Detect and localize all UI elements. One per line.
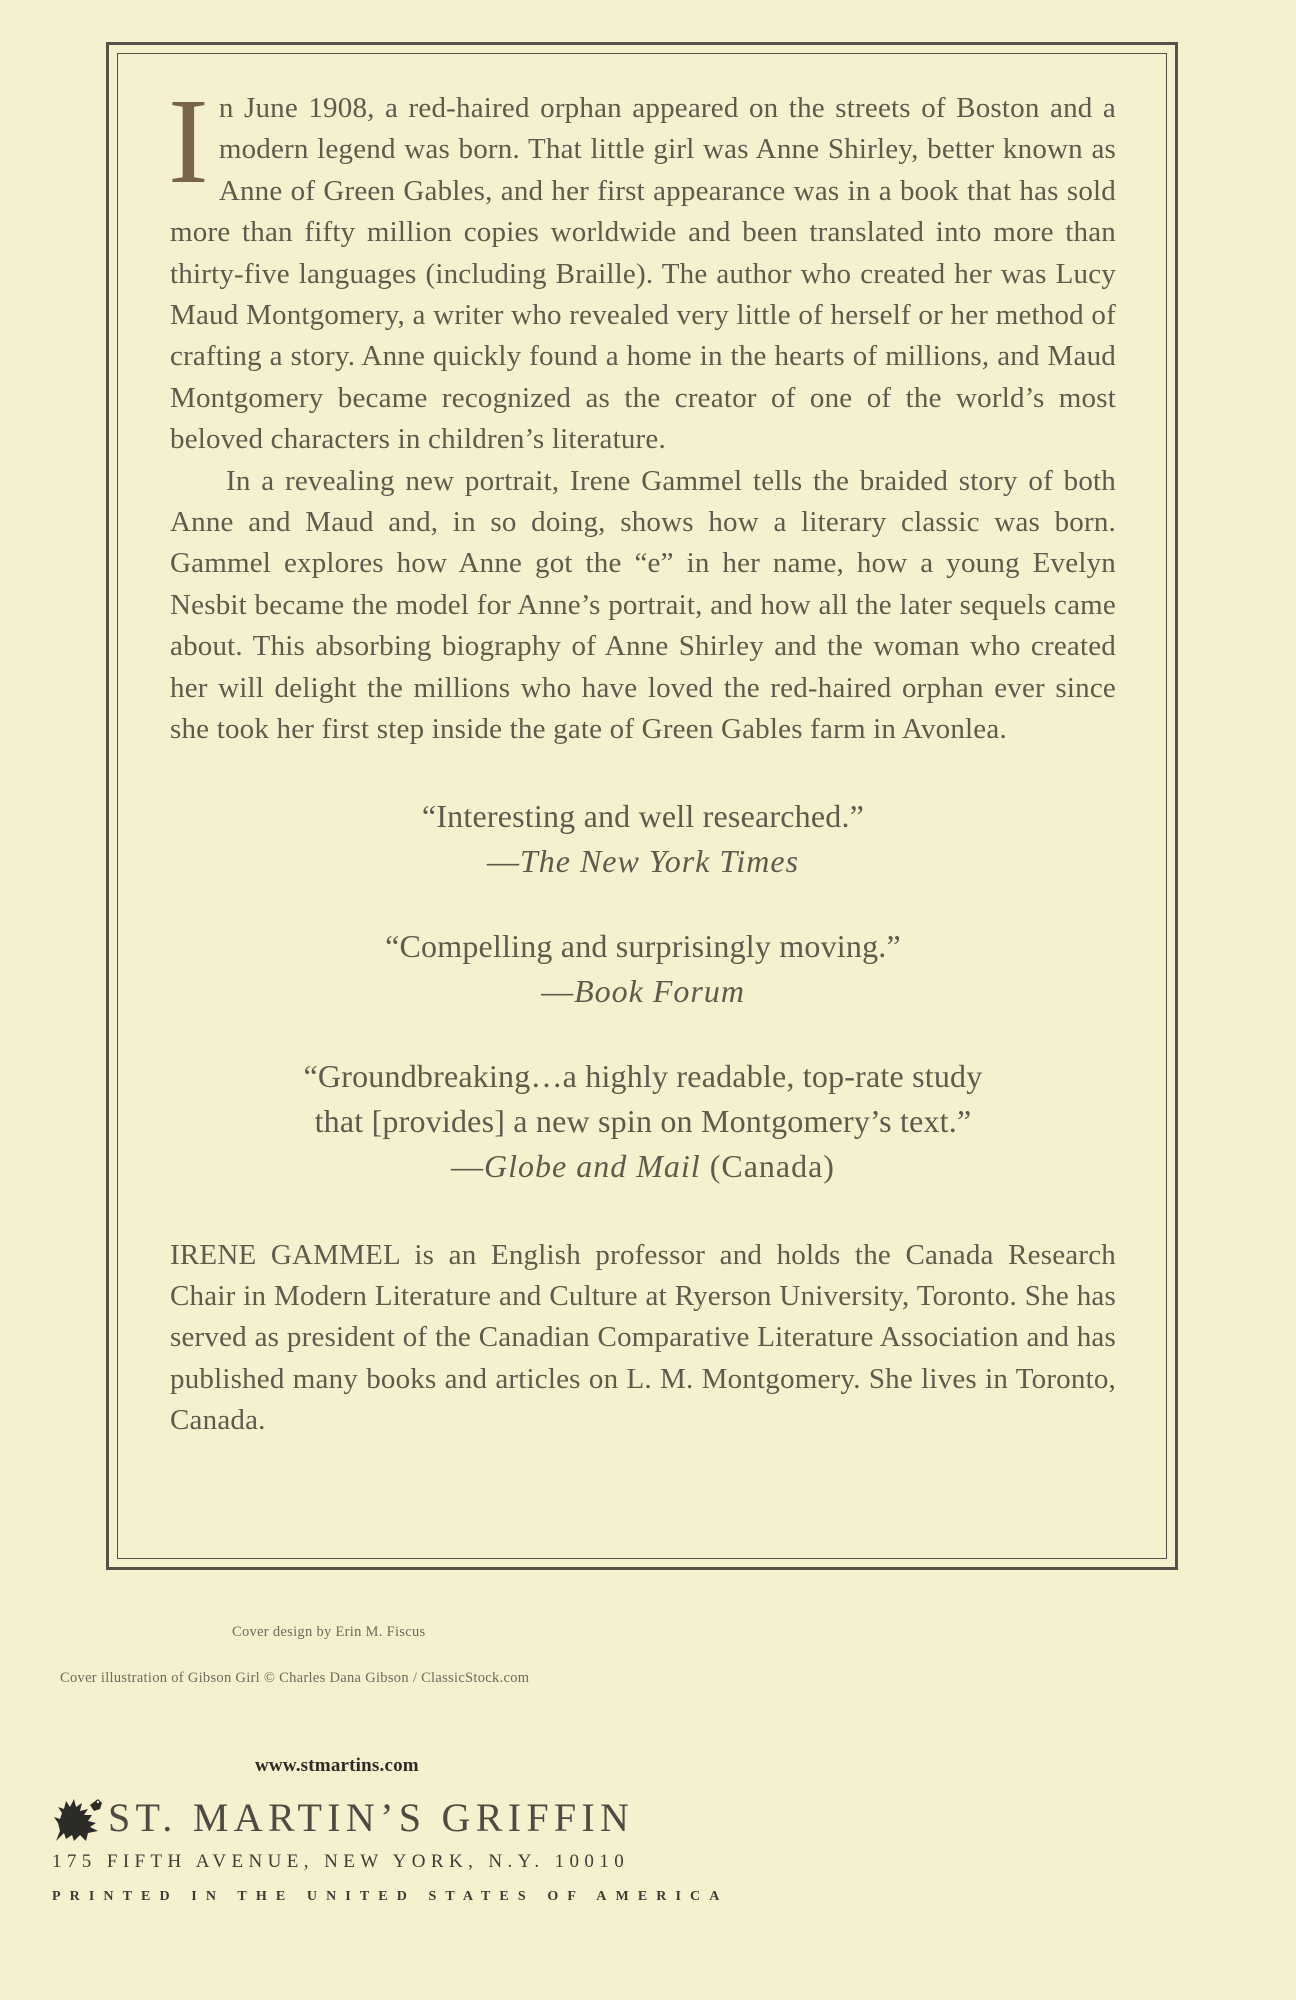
quote-source: —Book Forum <box>541 972 745 1009</box>
quote-text: “Compelling and surprisingly moving.” <box>385 927 901 964</box>
author-bio <box>170 1235 1116 1442</box>
author-name: IRENE GAMMEL <box>170 1238 400 1271</box>
griffin-icon <box>50 1791 106 1845</box>
cover-illustration-credit: Cover illustration of Gibson Girl © Charles Dana Gibson / ClassicStock.com <box>60 1670 530 1686</box>
review-quote-2 <box>170 924 1116 1014</box>
drop-cap: I <box>168 74 209 209</box>
quote-source: —The New York Times <box>486 842 800 879</box>
back-cover-text <box>168 74 1116 1471</box>
description-paragraph-2: In a revealing new portrait, Irene Gammel tells the braided story of both Anne and Maud and, in so doing, shows how a literary classic was born. Gammel explores how Anne got the “e” in her name, how a young Evelyn Nesbit became the model for Anne’s portrait, and how all the later sequels came about. This absorbing biography of Anne Shirley and the woman who created her will delight the millions who have loved the red-haired orphan ever since she took her first step inside the gate of Green Gables farm in Avonlea. <box>170 464 1116 746</box>
publisher-imprint <box>50 1788 634 1848</box>
description-paragraph-1 <box>168 74 1116 461</box>
author-bio-text: is an English professor and holds the Canada Research Chair in Modern Literature and Culture at Ryerson University, Toronto. She has served as president of the Canadian Comparative Literature Association and has published many books and articles on L. M. Montgomery. She lives in Toronto, Canada. <box>170 1238 1116 1437</box>
quote-text-line-2: that [provides] a new spin on Montgomery’s text.” <box>314 1102 972 1139</box>
paragraph-1-text: n June 1908, a red-haired orphan appeared on the streets of Boston and a modern legend was born. That little girl was Anne Shirley, better known as Anne of Green Gables, and her first appearance was in a book that has sold more than fifty million copies worldwide and been translated into more than thirty-five languages (including Braille). The author who created her was Lucy Maud Montgomery, a writer who revealed very little of herself or her method of crafting a story. Anne quickly found a home in the hearts of millions, and Maud Montgomery became recognized as the creator of one of the world’s most beloved characters in children’s literature. <box>170 92 1116 456</box>
quote-text: “Interesting and well researched.” <box>421 797 865 834</box>
review-quote-3 <box>170 1054 1116 1189</box>
review-quote-1 <box>170 794 1116 884</box>
publisher-name: ST. MARTIN’S GRIFFIN <box>108 1795 635 1840</box>
publisher-website[interactable]: www.stmartins.com <box>255 1755 419 1776</box>
quote-source: —Globe and Mail (Canada) <box>451 1147 835 1184</box>
printed-in-notice: PRINTED IN THE UNITED STATES OF AMERICA <box>52 1889 729 1904</box>
quote-text-line-1: “Groundbreaking…a highly readable, top-rate study <box>303 1057 983 1094</box>
cover-design-credit: Cover design by Erin M. Fiscus <box>232 1624 426 1640</box>
publisher-address: 175 FIFTH AVENUE, NEW YORK, N.Y. 10010 <box>52 1851 630 1872</box>
